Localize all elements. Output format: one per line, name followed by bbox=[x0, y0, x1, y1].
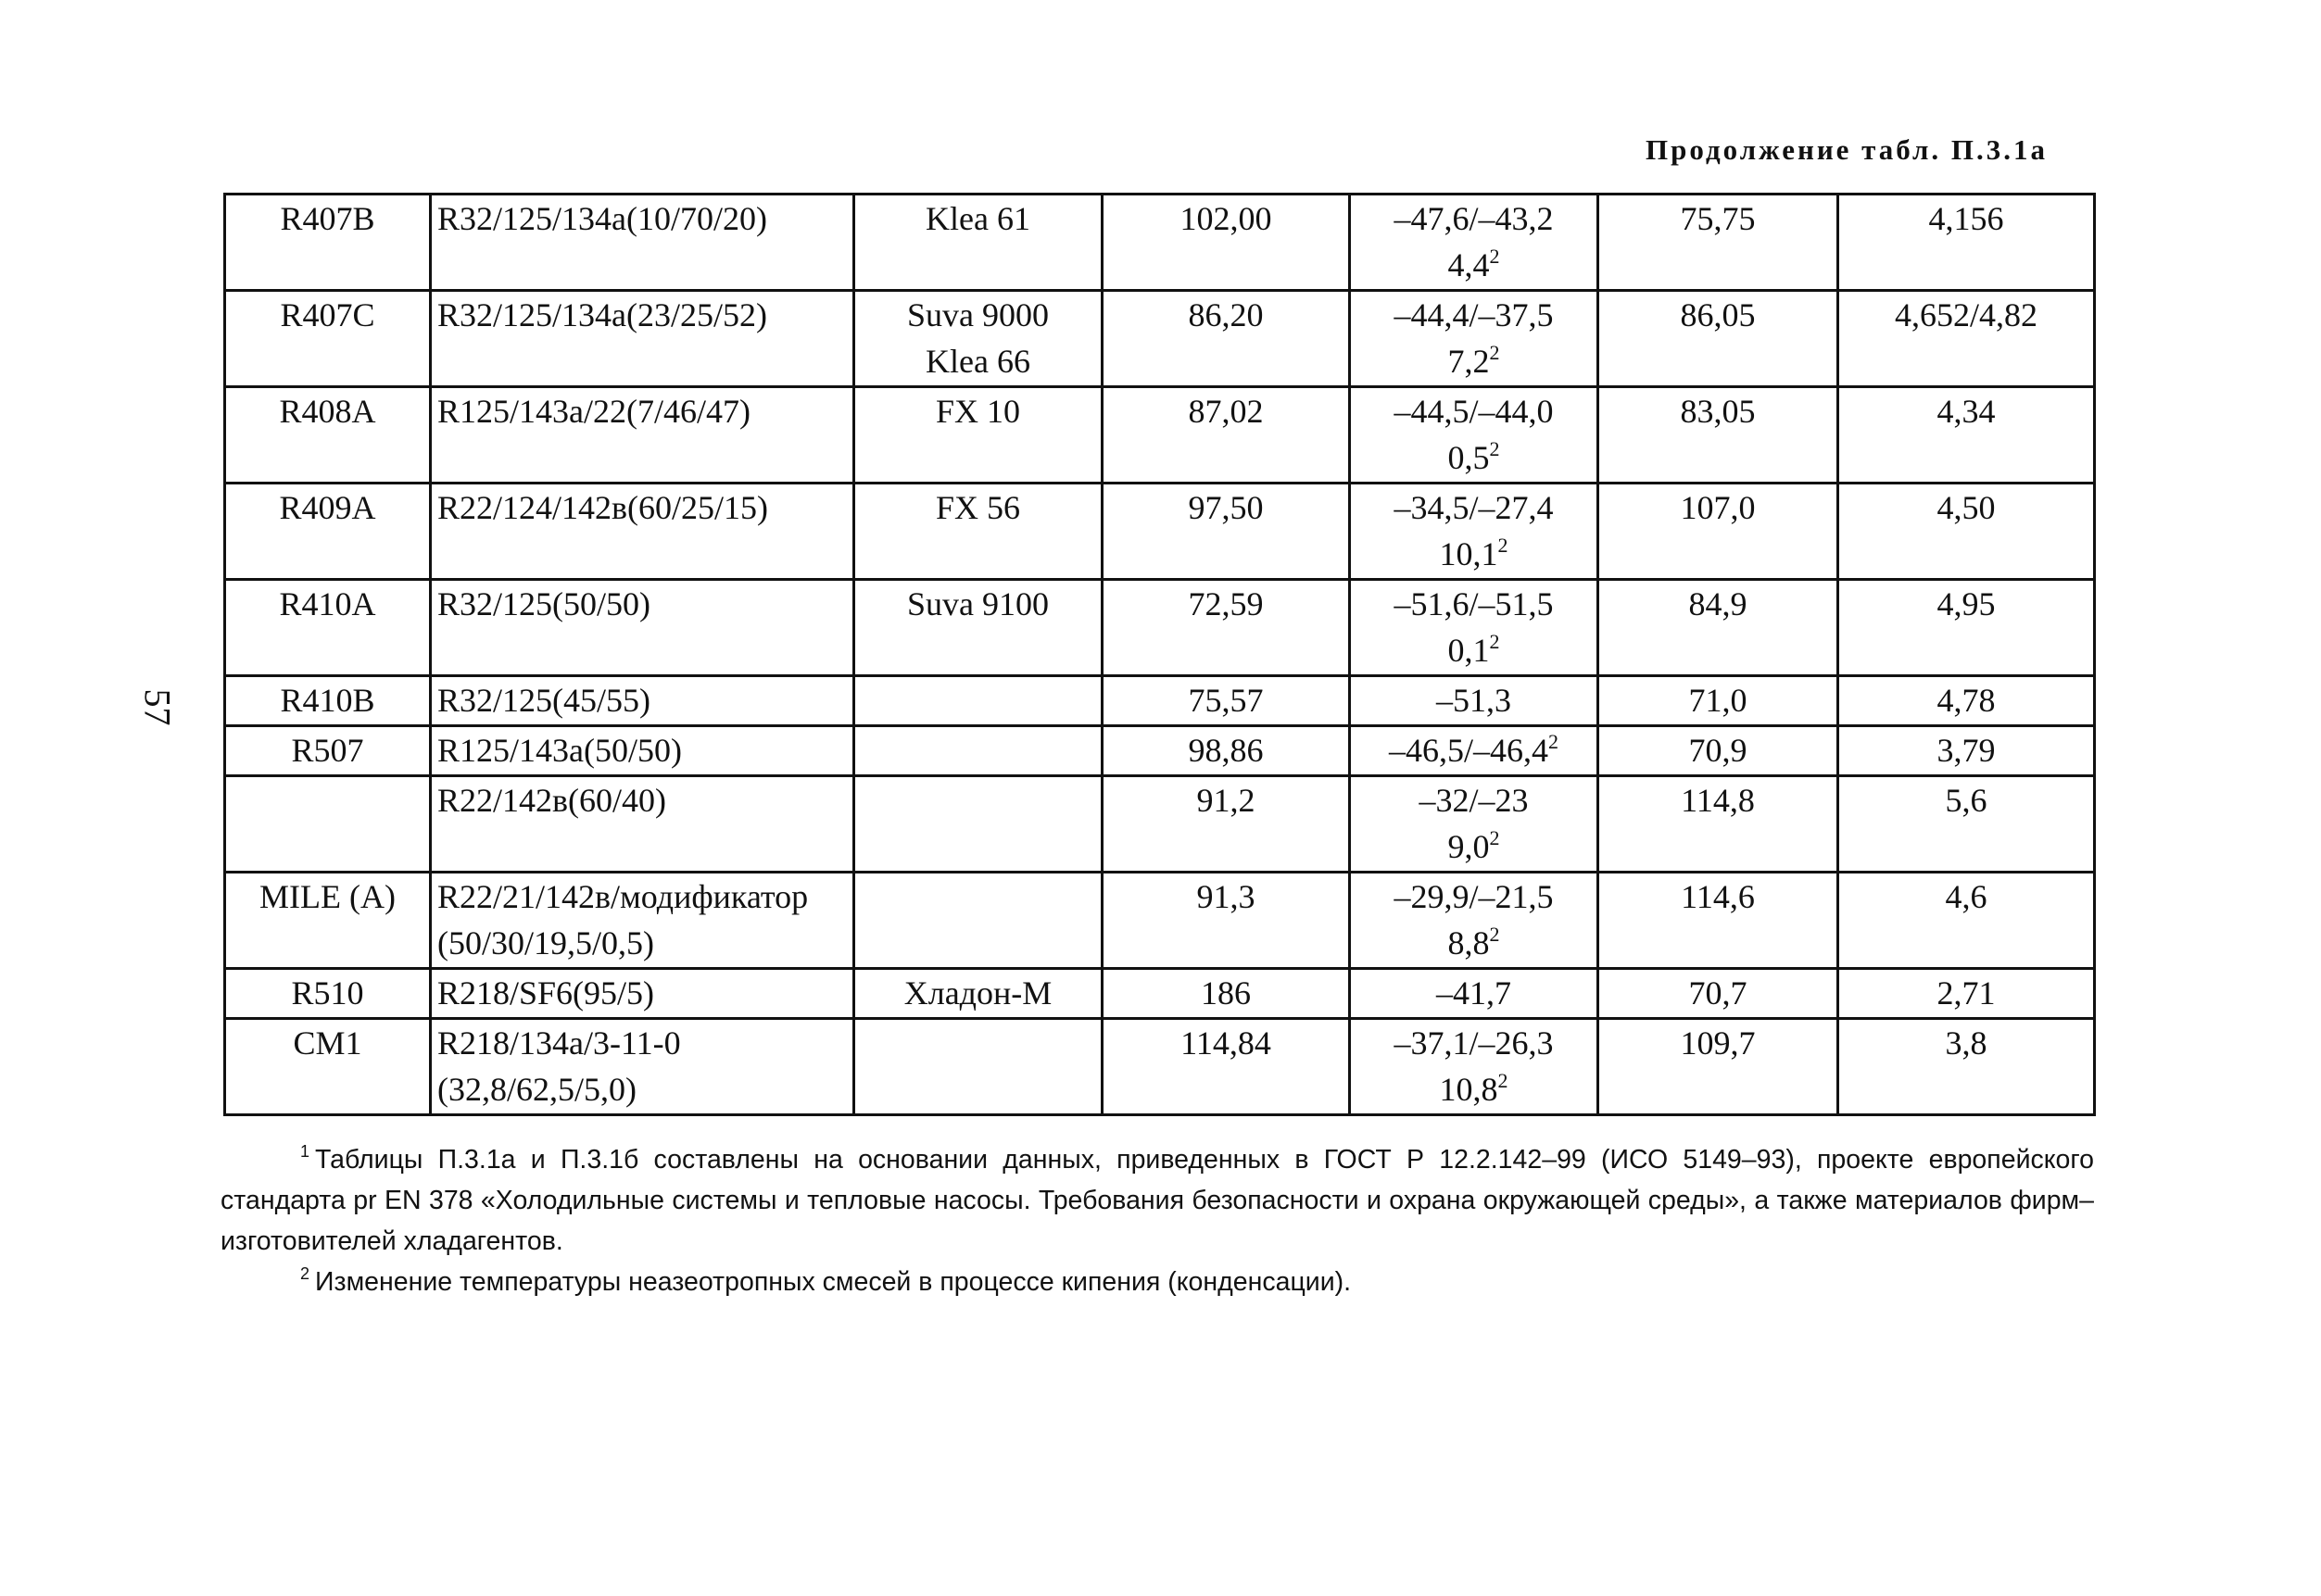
molar-mass-value: 75,57 bbox=[1188, 682, 1264, 719]
cell-boiling bbox=[1350, 873, 1598, 969]
refrigerant-code: R410A bbox=[279, 585, 376, 622]
cell-molar-mass bbox=[1103, 387, 1350, 484]
cell-code bbox=[225, 873, 431, 969]
boiling-range: –46,5/–46,4 bbox=[1388, 732, 1548, 769]
cell-code bbox=[225, 580, 431, 676]
cell-critical-temperature bbox=[1598, 484, 1838, 580]
cell-boiling bbox=[1350, 484, 1598, 580]
cell-critical-temperature bbox=[1598, 676, 1838, 726]
composition-line: (50/30/19,5/0,5) bbox=[437, 924, 654, 961]
molar-mass-value: 91,2 bbox=[1196, 782, 1255, 819]
refrigerant-code: R408A bbox=[279, 393, 376, 430]
cell-trade-name bbox=[854, 726, 1103, 776]
footnote-2 bbox=[221, 1262, 2094, 1302]
temperature-glide bbox=[1356, 242, 1591, 288]
cell-boiling bbox=[1350, 969, 1598, 1019]
temperature-glide bbox=[1356, 823, 1591, 870]
molar-mass-value: 114,84 bbox=[1180, 1024, 1271, 1062]
refrigerant-code: R409A bbox=[279, 489, 376, 526]
trade-name-line: FX 10 bbox=[935, 393, 1021, 430]
composition-line: R32/125/134a(10/70/20) bbox=[437, 200, 767, 237]
boiling-range: –32/–23 bbox=[1419, 782, 1529, 819]
trade-name-line: Klea 66 bbox=[926, 343, 1030, 380]
glide-value: 8,8 bbox=[1447, 924, 1490, 961]
critical-pressure-value: 4,156 bbox=[1928, 200, 2004, 237]
cell-composition bbox=[431, 195, 854, 291]
critical-temperature-value: 86,05 bbox=[1680, 296, 1756, 333]
cell-critical-temperature bbox=[1598, 387, 1838, 484]
glide-value: 10,1 bbox=[1439, 535, 1498, 572]
composition-line: R32/125(45/55) bbox=[437, 682, 650, 719]
composition-line: R32/125/134a(23/25/52) bbox=[437, 296, 767, 333]
refrigerant-code: MILE (A) bbox=[259, 878, 396, 915]
cell-trade-name bbox=[854, 969, 1103, 1019]
cell-code bbox=[225, 484, 431, 580]
footnote-ref: 2 bbox=[1497, 1069, 1508, 1092]
boiling-range: –34,5/–27,4 bbox=[1394, 489, 1554, 526]
trade-name-line: FX 56 bbox=[935, 489, 1021, 526]
critical-temperature-value: 71,0 bbox=[1688, 682, 1747, 719]
cell-composition bbox=[431, 969, 854, 1019]
cell-critical-temperature bbox=[1598, 873, 1838, 969]
molar-mass-value: 72,59 bbox=[1188, 585, 1264, 622]
composition-line: R32/125(50/50) bbox=[437, 585, 650, 622]
footnotes bbox=[221, 1139, 2094, 1302]
refrigerant-table bbox=[223, 193, 2096, 1116]
table-row bbox=[225, 873, 2095, 969]
molar-mass-value: 186 bbox=[1201, 974, 1251, 1012]
table-row bbox=[225, 776, 2095, 873]
trade-name-line: Хладон-М bbox=[903, 974, 1053, 1012]
table-row bbox=[225, 726, 2095, 776]
cell-molar-mass bbox=[1103, 776, 1350, 873]
critical-pressure-value: 2,71 bbox=[1936, 974, 1996, 1012]
cell-critical-pressure bbox=[1838, 291, 2095, 387]
trade-name-line: Klea 61 bbox=[926, 200, 1030, 237]
boiling-range: –51,3 bbox=[1436, 682, 1511, 719]
cell-boiling bbox=[1350, 676, 1598, 726]
table-row bbox=[225, 484, 2095, 580]
cell-composition bbox=[431, 1019, 854, 1115]
cell-critical-temperature bbox=[1598, 969, 1838, 1019]
critical-pressure-value: 4,6 bbox=[1945, 878, 1987, 915]
table-row bbox=[225, 676, 2095, 726]
critical-pressure-value: 3,8 bbox=[1945, 1024, 1987, 1062]
cell-code bbox=[225, 387, 431, 484]
cell-code bbox=[225, 726, 431, 776]
cell-critical-pressure bbox=[1838, 676, 2095, 726]
footnote-ref: 2 bbox=[1489, 245, 1500, 268]
composition-line: R22/124/142в(60/25/15) bbox=[437, 489, 768, 526]
footnote-ref: 2 bbox=[1548, 730, 1558, 753]
trade-name-line: Suva 9000 bbox=[907, 296, 1049, 333]
table-row bbox=[225, 195, 2095, 291]
composition-line: R218/134a/3-11-0 bbox=[437, 1024, 681, 1062]
cell-molar-mass bbox=[1103, 726, 1350, 776]
table-row bbox=[225, 291, 2095, 387]
cell-molar-mass bbox=[1103, 580, 1350, 676]
glide-value: 4,4 bbox=[1447, 246, 1490, 283]
critical-temperature-value: 75,75 bbox=[1680, 200, 1756, 237]
cell-boiling bbox=[1350, 580, 1598, 676]
footnote-1 bbox=[221, 1139, 2094, 1262]
cell-critical-pressure bbox=[1838, 195, 2095, 291]
table-row bbox=[225, 969, 2095, 1019]
glide-value: 10,8 bbox=[1439, 1071, 1498, 1108]
glide-value: 7,2 bbox=[1447, 343, 1490, 380]
composition-line: (32,8/62,5/5,0) bbox=[437, 1071, 637, 1108]
footnote-text: Изменение температуры неазеотропных смесей в процессе кипения (конденсации). bbox=[315, 1267, 1352, 1297]
composition-line: R125/143a/22(7/46/47) bbox=[437, 393, 751, 430]
molar-mass-value: 97,50 bbox=[1188, 489, 1264, 526]
cell-molar-mass bbox=[1103, 873, 1350, 969]
composition-line: R125/143a(50/50) bbox=[437, 732, 682, 769]
cell-trade-name bbox=[854, 873, 1103, 969]
table-row bbox=[225, 387, 2095, 484]
table-row bbox=[225, 1019, 2095, 1115]
cell-code bbox=[225, 969, 431, 1019]
refrigerant-code: R407C bbox=[280, 296, 375, 333]
cell-composition bbox=[431, 873, 854, 969]
molar-mass-value: 87,02 bbox=[1188, 393, 1264, 430]
composition-line: R22/21/142в/модификатор bbox=[437, 878, 809, 915]
boiling-range: –44,4/–37,5 bbox=[1394, 296, 1554, 333]
refrigerant-code: CM1 bbox=[293, 1024, 362, 1062]
refrigerant-code: R507 bbox=[291, 732, 364, 769]
cell-critical-pressure bbox=[1838, 873, 2095, 969]
cell-critical-temperature bbox=[1598, 1019, 1838, 1115]
composition-line: R22/142в(60/40) bbox=[437, 782, 666, 819]
cell-trade-name bbox=[854, 484, 1103, 580]
temperature-glide bbox=[1356, 627, 1591, 673]
glide-value: 0,1 bbox=[1447, 632, 1490, 669]
cell-molar-mass bbox=[1103, 1019, 1350, 1115]
cell-critical-pressure bbox=[1838, 580, 2095, 676]
molar-mass-value: 86,20 bbox=[1188, 296, 1264, 333]
table-row bbox=[225, 580, 2095, 676]
critical-temperature-value: 84,9 bbox=[1688, 585, 1747, 622]
cell-composition bbox=[431, 776, 854, 873]
refrigerant-code: R410B bbox=[280, 682, 375, 719]
critical-pressure-value: 4,652/4,82 bbox=[1894, 296, 2037, 333]
cell-boiling bbox=[1350, 776, 1598, 873]
page-number: 57 bbox=[136, 688, 179, 726]
cell-trade-name bbox=[854, 776, 1103, 873]
cell-molar-mass bbox=[1103, 969, 1350, 1019]
composition-line: R218/SF6(95/5) bbox=[437, 974, 655, 1012]
footnote-text: Таблицы П.3.1а и П.3.1б составлены на основании данных, приведенных в ГОСТ Р 12.2.142–99 (ИСО 5149–93), проекте европейского стандарта pr EN 378 «Холодильные системы и тепловые насосы. Требования безопасности и охрана окружающей среды», а также материалов фирм–изготовителей хладагентов. bbox=[221, 1145, 2094, 1256]
cell-trade-name bbox=[854, 1019, 1103, 1115]
footnote-marker: 2 bbox=[300, 1264, 310, 1283]
boiling-range: –41,7 bbox=[1436, 974, 1511, 1012]
cell-composition bbox=[431, 580, 854, 676]
cell-boiling bbox=[1350, 726, 1598, 776]
cell-composition bbox=[431, 387, 854, 484]
cell-code bbox=[225, 676, 431, 726]
cell-critical-temperature bbox=[1598, 776, 1838, 873]
footnote-ref: 2 bbox=[1497, 534, 1508, 557]
cell-composition bbox=[431, 676, 854, 726]
temperature-glide bbox=[1356, 531, 1591, 577]
temperature-glide bbox=[1356, 434, 1591, 481]
cell-critical-pressure bbox=[1838, 387, 2095, 484]
cell-trade-name bbox=[854, 195, 1103, 291]
critical-pressure-value: 3,79 bbox=[1936, 732, 1996, 769]
cell-critical-pressure bbox=[1838, 726, 2095, 776]
critical-pressure-value: 4,78 bbox=[1936, 682, 1996, 719]
critical-temperature-value: 83,05 bbox=[1680, 393, 1756, 430]
cell-code bbox=[225, 195, 431, 291]
boiling-range: –29,9/–21,5 bbox=[1394, 878, 1554, 915]
cell-molar-mass bbox=[1103, 676, 1350, 726]
table-continuation-caption: Продолжение табл. П.3.1а bbox=[1646, 133, 2049, 166]
critical-temperature-value: 107,0 bbox=[1680, 489, 1756, 526]
cell-boiling bbox=[1350, 291, 1598, 387]
molar-mass-value: 98,86 bbox=[1188, 732, 1264, 769]
cell-critical-pressure bbox=[1838, 776, 2095, 873]
temperature-glide bbox=[1356, 338, 1591, 384]
glide-value: 0,5 bbox=[1447, 439, 1490, 476]
cell-molar-mass bbox=[1103, 195, 1350, 291]
cell-boiling bbox=[1350, 1019, 1598, 1115]
cell-trade-name bbox=[854, 580, 1103, 676]
cell-composition bbox=[431, 291, 854, 387]
boiling-range: –51,6/–51,5 bbox=[1394, 585, 1554, 622]
temperature-glide bbox=[1356, 920, 1591, 966]
cell-molar-mass bbox=[1103, 291, 1350, 387]
critical-pressure-value: 4,95 bbox=[1936, 585, 1996, 622]
cell-code bbox=[225, 1019, 431, 1115]
critical-pressure-value: 4,50 bbox=[1936, 489, 1996, 526]
cell-composition bbox=[431, 726, 854, 776]
critical-temperature-value: 109,7 bbox=[1680, 1024, 1756, 1062]
critical-temperature-value: 114,8 bbox=[1681, 782, 1755, 819]
cell-composition bbox=[431, 484, 854, 580]
cell-critical-temperature bbox=[1598, 291, 1838, 387]
cell-code bbox=[225, 776, 431, 873]
boiling-range-with-note bbox=[1356, 727, 1591, 773]
cell-molar-mass bbox=[1103, 484, 1350, 580]
cell-critical-temperature bbox=[1598, 726, 1838, 776]
footnote-marker: 1 bbox=[300, 1142, 310, 1161]
cell-critical-pressure bbox=[1838, 1019, 2095, 1115]
refrigerant-code: R510 bbox=[291, 974, 364, 1012]
cell-critical-temperature bbox=[1598, 580, 1838, 676]
critical-temperature-value: 70,9 bbox=[1688, 732, 1747, 769]
refrigerant-code: R407B bbox=[280, 200, 375, 237]
cell-critical-temperature bbox=[1598, 195, 1838, 291]
cell-trade-name bbox=[854, 387, 1103, 484]
cell-code bbox=[225, 291, 431, 387]
critical-pressure-value: 5,6 bbox=[1945, 782, 1987, 819]
boiling-range: –47,6/–43,2 bbox=[1394, 200, 1554, 237]
critical-temperature-value: 70,7 bbox=[1688, 974, 1747, 1012]
footnote-ref: 2 bbox=[1489, 826, 1500, 849]
cell-critical-pressure bbox=[1838, 484, 2095, 580]
boiling-range: –44,5/–44,0 bbox=[1394, 393, 1554, 430]
footnote-ref: 2 bbox=[1489, 437, 1500, 460]
cell-boiling bbox=[1350, 387, 1598, 484]
molar-mass-value: 102,00 bbox=[1179, 200, 1272, 237]
trade-name-line: Suva 9100 bbox=[907, 585, 1049, 622]
footnote-ref: 2 bbox=[1489, 630, 1500, 653]
cell-trade-name bbox=[854, 676, 1103, 726]
footnote-ref: 2 bbox=[1489, 341, 1500, 364]
temperature-glide bbox=[1356, 1066, 1591, 1112]
cell-boiling bbox=[1350, 195, 1598, 291]
molar-mass-value: 91,3 bbox=[1196, 878, 1255, 915]
critical-pressure-value: 4,34 bbox=[1936, 393, 1996, 430]
critical-temperature-value: 114,6 bbox=[1681, 878, 1755, 915]
glide-value: 9,0 bbox=[1447, 828, 1490, 865]
footnote-ref: 2 bbox=[1489, 923, 1500, 946]
boiling-range: –37,1/–26,3 bbox=[1394, 1024, 1554, 1062]
cell-trade-name bbox=[854, 291, 1103, 387]
cell-critical-pressure bbox=[1838, 969, 2095, 1019]
